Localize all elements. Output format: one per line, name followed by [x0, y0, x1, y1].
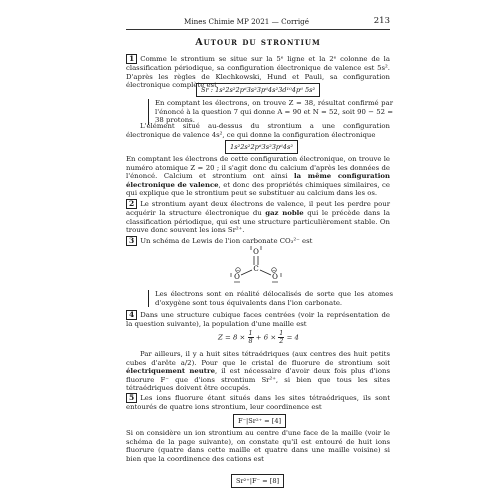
atom-c: C	[253, 265, 259, 273]
q1-number: 1	[126, 54, 137, 64]
fraction-1-8	[248, 330, 254, 345]
carbonate-lewis-structure	[224, 245, 288, 285]
q4-paragraph-2	[126, 350, 390, 393]
q4-text2-bold: électriquement neutre	[126, 367, 215, 376]
q1-text: Comme le strontium se situe sur la 5ᵉ ligne et la 2ᵉ colonne de la classification périodique, sa configuration électronique de valence est 5s². D'après les règles de Klechkowski, Hund et Pauli, sa configuration électronique complète est	[126, 55, 390, 90]
q3-note: Les électrons sont en réalité délocalisés de sorte que les atomes d'oxygène sont tous équivalents dans l'ion carbonate.	[148, 290, 393, 307]
header-title: Mines Chimie MP 2021 — Corrigé	[184, 17, 309, 26]
page-number: 213	[373, 16, 390, 26]
q4-number: 4	[126, 310, 137, 320]
q1-paragraph-2: L'élément situé au-dessus du strontium a une configuration électronique de valence 4s², ce qui donne la configuration électronique	[126, 122, 390, 139]
eq-mid: + 6 ×	[255, 333, 277, 342]
bond-left	[241, 270, 252, 275]
q1-config-box: Sr : 1s²2s²2p⁶3s²3p⁶4s²3d¹⁰4p⁶ 5s²	[196, 83, 320, 97]
atom-o-left: O	[234, 273, 240, 281]
q4-equation	[218, 330, 299, 345]
frac2-den: 2	[279, 337, 284, 345]
q1-text3-c: , et donc des propriétés chimiques similaires, ce qui explique que le strontium peut se substituer au calcium dans les os.	[126, 180, 390, 198]
q2-text-c: qui le précède dans la classification périodique, qui est une structure particulièrement stable. On trouve donc souvent les ions Sr²⁺.	[126, 209, 390, 235]
charge-right: −	[271, 268, 277, 274]
q1-note: En comptant les électrons, on trouve Z = 38, résultat confirmé par l'énoncé à la question 7 qui donne A = 90 et N = 52, soit 90 − 52 = 38 protons.	[148, 99, 393, 125]
q1-text3-a: En comptant les électrons de cette configuration électronique, on trouve le numéro atomique Z = 20 ; il s'agit donc du calcium d'après les données de l'énoncé. Calcium et strontium ont ainsi	[126, 155, 390, 181]
q4-text2-a: Par ailleurs, il y a huit sites tétraédriques (aux centres des huit petits cubes d'arête a/2). Pour que le cristal de fluorure de strontium soit	[126, 350, 390, 367]
q5-coordination-box-1: F⁻|Sr²⁺ = [4]	[233, 414, 286, 428]
eq-end: = 4	[286, 333, 299, 342]
frac2-num: 1	[279, 329, 284, 337]
q2-text-a: Le strontium ayant deux électrons de valence, il peut les perdre pour acquérir la structure électronique du	[126, 200, 390, 217]
charge-left: −	[235, 268, 241, 274]
q1-text3-bold: la même configuration électronique de valence	[126, 172, 390, 189]
q4-paragraph	[126, 310, 390, 329]
atom-o-top: O	[253, 248, 259, 256]
q2-paragraph	[126, 199, 390, 235]
q5-number: 5	[126, 393, 137, 403]
q1-config-box-2: 1s²2s²2p⁶3s²3p⁶4s²	[225, 140, 298, 154]
atom-o-right: O	[272, 273, 278, 281]
q2-text-bold: gaz noble	[265, 209, 304, 217]
q5-paragraph-2: Si on considère un ion strontium au centre d'une face de la maille (voir le schéma de la page suivante), on constate qu'il est entouré de huit ions fluorure (quatre dans cette maille et quatre dans une maille voisine) si bien que la coordinence des cations est	[126, 429, 390, 463]
frac1-den: 8	[248, 337, 253, 345]
q1-paragraph-3	[126, 155, 390, 198]
q5-coordination-box-2: Sr²⁺|F⁻ = [8]	[231, 474, 284, 488]
q3-text: Un schéma de Lewis de l'ion carbonate CO₃²⁻ est	[140, 237, 313, 245]
q3-number: 3	[126, 236, 137, 246]
bond-right	[260, 270, 271, 275]
running-header	[126, 17, 390, 30]
section-title: Autour du strontium	[195, 37, 321, 48]
q2-number: 2	[126, 199, 137, 209]
fraction-1-2	[278, 330, 284, 345]
q4-text2-c: , il est nécessaire d'avoir deux fois plus d'ions fluorure F⁻ que d'ions strontium Sr²⁺, si bien que tous les sites tétraédriques doivent être occupés.	[126, 367, 391, 393]
q4-text: Dans une structure cubique faces centrées (voir la représentation de la question suivante), la population d'une maille est	[126, 311, 390, 328]
frac1-num: 1	[248, 329, 253, 337]
q5-paragraph	[126, 393, 390, 412]
q5-text: Les ions fluorure étant situés dans les sites tétraédriques, ils sont entourés de quatre ions strontium, leur coordinence est	[126, 394, 390, 411]
eq-start: Z = 8 ×	[218, 333, 246, 342]
